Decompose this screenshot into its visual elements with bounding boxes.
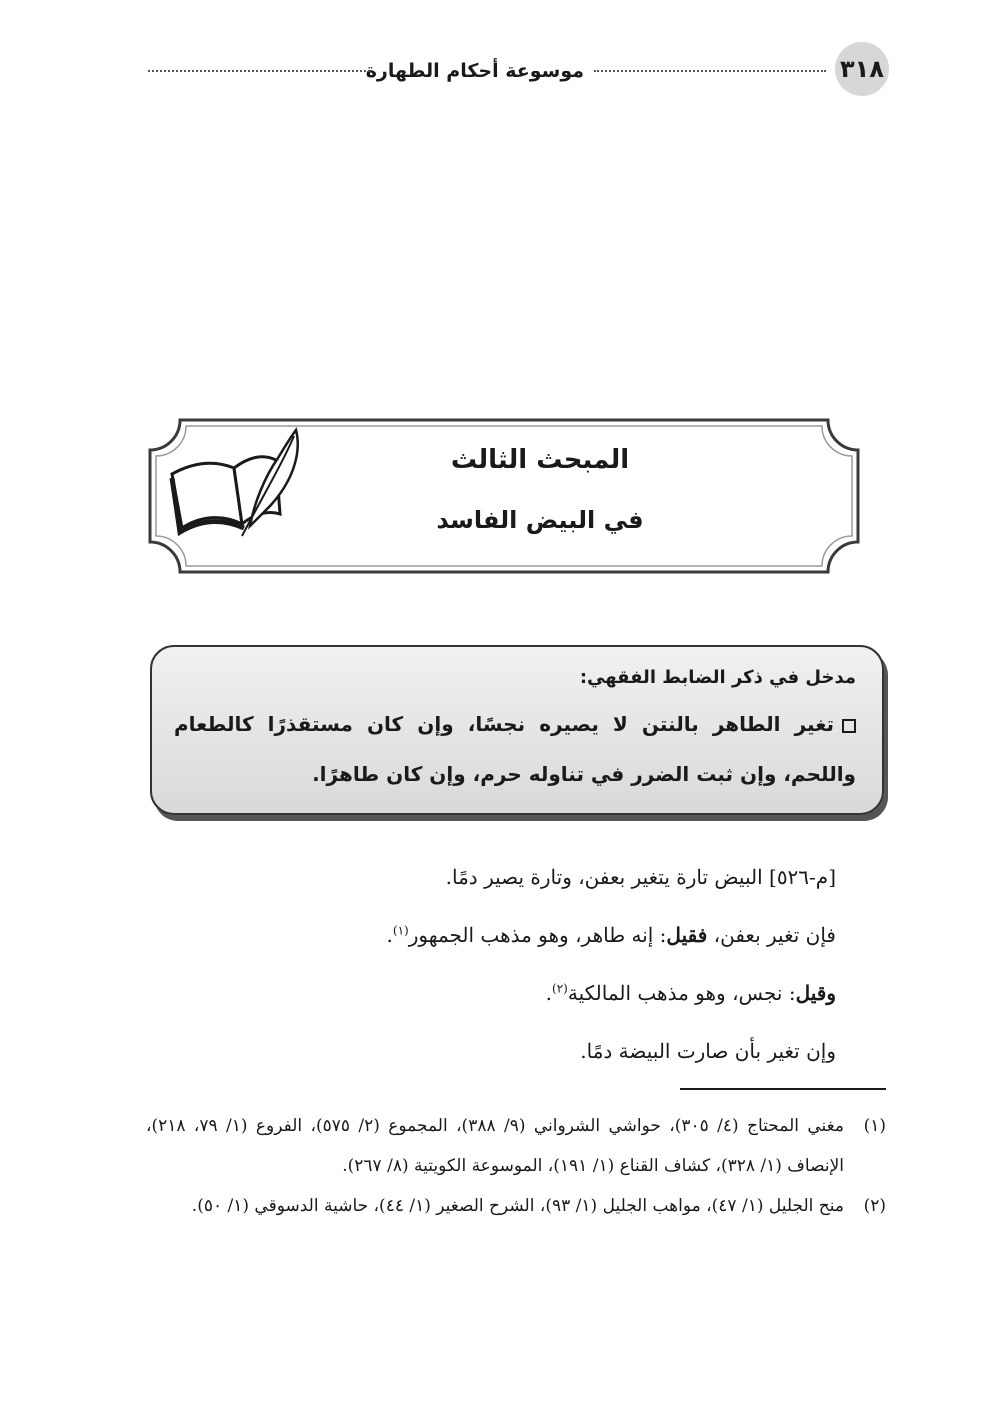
footnotes: [146, 1106, 886, 1226]
footnote-ref-1[interactable]: (١): [392, 923, 409, 938]
footnote-ref-2[interactable]: (٢): [552, 981, 568, 996]
header-dotted-rule-right: [594, 70, 826, 72]
footnote-separator: [680, 1088, 886, 1090]
intro-rule-content: تغير الطاهر بالنتن لا يصيره نجسًا، وإن كان مستقذرًا كالطعام واللحم، وإن ثبت الضرر في تناوله حرم، وإن كان طاهرًا.: [174, 712, 856, 786]
p2-bold: فقيل: [666, 923, 708, 947]
checkbox-square-icon: [842, 719, 856, 733]
chapter-title: المبحث الثالث: [450, 445, 630, 475]
paragraph-3: [200, 964, 836, 1022]
fiqh-rule-box: [150, 645, 884, 815]
main-text: [200, 848, 836, 1080]
footnote-2: [146, 1186, 886, 1226]
intro-rule-text: [174, 699, 856, 799]
header-dotted-rule-left: [148, 70, 370, 72]
footnote-text: مغني المحتاج (٤/ ٣٠٥)، حواشي الشرواني (٩/ ٣٨٨)، المجموع (٢/ ٥٧٥)، الفروع (١/ ٧٩، ٢١٨)، الإنصاف (١/ ٣٢٨)، كشاف القناع (١/ ١٩١)، الموسوعة الكويتية (٨/ ٢٦٧).: [146, 1116, 844, 1176]
intro-heading: مدخل في ذكر الضابط الفقهي:: [579, 667, 856, 688]
book-and-quill-icon: [164, 424, 304, 540]
chapter-subtitle: في البيض الفاسد: [436, 506, 644, 534]
paragraph-4: وإن تغير بأن صارت البيضة دمًا.: [580, 1039, 836, 1063]
footnote-number: (٢): [863, 1196, 886, 1216]
page-number: ٣١٨: [835, 42, 889, 96]
footnote-text: منح الجليل (١/ ٤٧)، مواهب الجليل (١/ ٩٣)، الشرح الصغير (١/ ٤٤)، حاشية الدسوقي (١/ ٥٠).: [191, 1196, 844, 1216]
p3-end: .: [545, 981, 553, 1005]
running-title: موسوعة أحكام الطهارة: [365, 60, 584, 82]
p3-post: : نجس، وهو مذهب المالكية: [567, 981, 796, 1005]
footnote-1: [146, 1106, 886, 1186]
p2-pre: فإن تغير بعفن،: [707, 923, 836, 947]
p3-bold: وقيل: [795, 981, 836, 1005]
p2-end: .: [386, 923, 393, 947]
p2-post: : إنه طاهر، وهو مذهب الجمهور: [408, 923, 667, 947]
paragraph-2: [200, 906, 836, 964]
footnote-number: (١): [863, 1116, 886, 1136]
paragraph-1: [م-٥٢٦] البيض تارة يتغير بعفن، وتارة يصير دمًا.: [445, 865, 836, 889]
